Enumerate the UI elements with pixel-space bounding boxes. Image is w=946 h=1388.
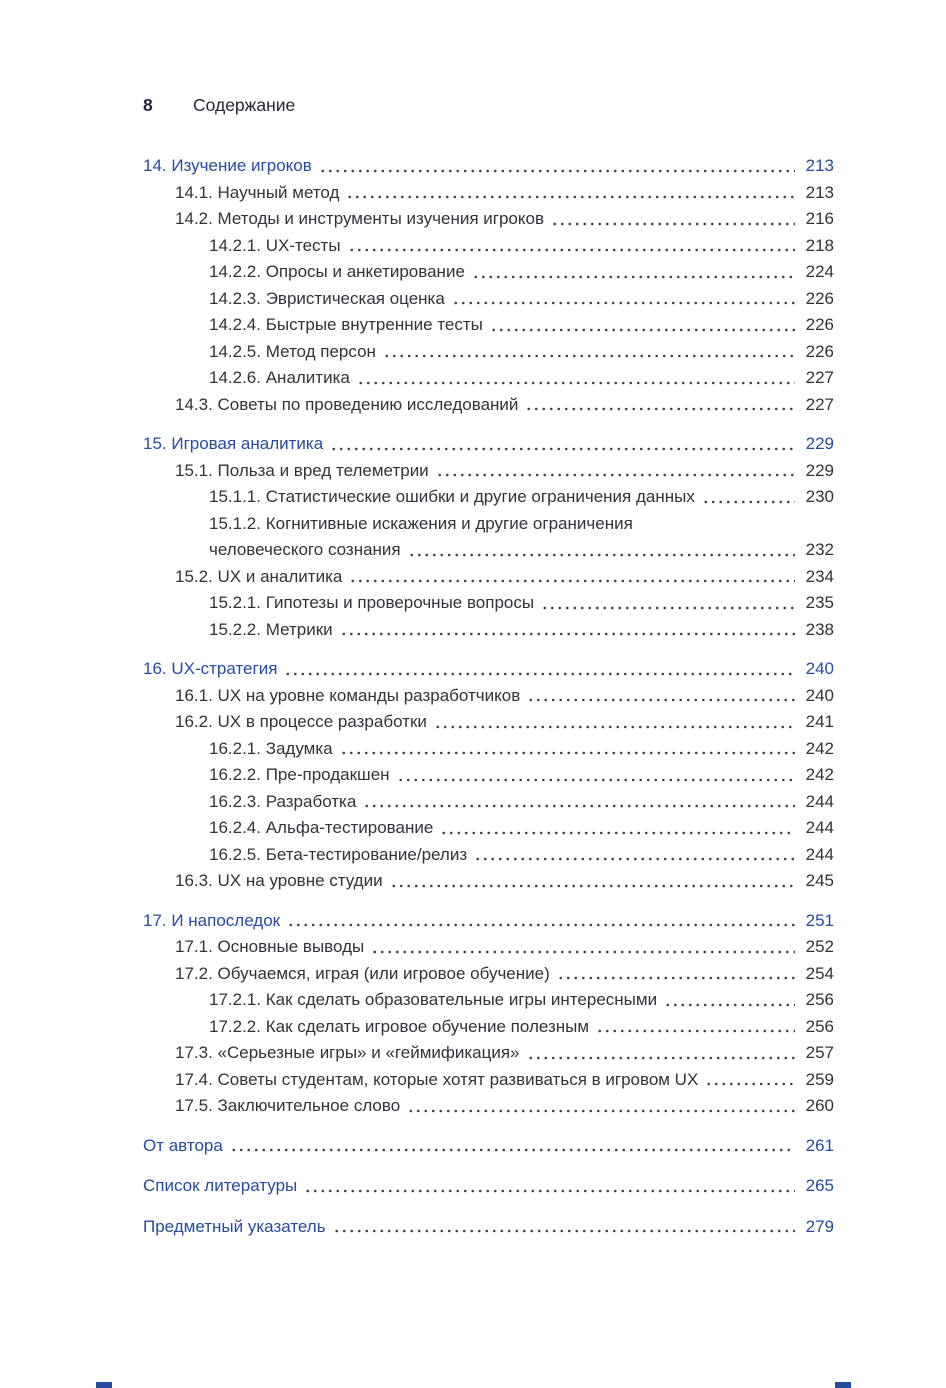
entry-page-number: 240	[805, 659, 834, 678]
entry-label: 14.2.1. UX-тесты	[209, 235, 341, 255]
toc-entry	[143, 233, 834, 260]
toc-entry	[143, 987, 834, 1014]
entry-label: 14.3. Советы по проведению исследований	[175, 394, 519, 414]
entry-page-number: 224	[805, 262, 834, 281]
entry-label: 17.2.1. Как сделать образовательные игры интересными	[209, 990, 658, 1009]
dot-leader	[705, 1080, 795, 1088]
dot-leader	[397, 776, 795, 784]
entry-page-number: 227	[805, 368, 834, 387]
dot-leader	[349, 577, 795, 585]
toc-entry	[143, 1014, 834, 1041]
entry-page-number: 226	[805, 288, 834, 308]
toc-list	[143, 153, 834, 1240]
toc-entry	[143, 312, 834, 339]
entry-label: 15.2.1. Гипотезы и проверочные вопросы	[209, 593, 535, 612]
dot-leader	[230, 1146, 795, 1154]
entry-label: 15.2. UX и аналитика	[175, 566, 343, 586]
entry-label: 17.2.2. Как сделать игровое обучение полезным	[209, 1016, 590, 1036]
toc-entry	[143, 458, 834, 485]
entry-page-number: 213	[805, 156, 834, 175]
entry-label: человеческого сознания	[209, 540, 401, 559]
dot-leader	[452, 299, 795, 307]
dot-leader	[541, 604, 795, 612]
toc-entry	[143, 365, 834, 392]
dot-leader	[436, 471, 795, 479]
dot-leader	[408, 551, 795, 559]
toc-entry	[143, 617, 834, 644]
dot-leader	[551, 220, 795, 228]
entry-label: 15. Игровая аналитика	[143, 434, 324, 453]
toc-group	[143, 1173, 834, 1200]
toc-entry	[143, 339, 834, 366]
entry-page-number: 232	[805, 540, 834, 559]
toc-entry	[143, 842, 834, 869]
toc-entry	[143, 934, 834, 961]
toc-entry	[143, 1067, 834, 1094]
entry-page-number: 240	[805, 685, 834, 705]
entry-label: Список литературы	[143, 1176, 298, 1195]
toc-group	[143, 656, 834, 895]
entry-label: 15.1.1. Статистические ошибки и другие ограничения данных	[209, 487, 695, 506]
entry-label: 16.1. UX на уровне команды разработчиков	[175, 685, 521, 705]
entry-page-number: 218	[805, 235, 834, 255]
entry-page-number: 216	[805, 209, 834, 228]
toc-group	[143, 908, 834, 1120]
entry-page-number: 213	[805, 182, 834, 202]
dot-leader	[527, 696, 795, 704]
dot-leader	[527, 1054, 795, 1062]
entry-label: 14.2.2. Опросы и анкетирование	[209, 262, 465, 281]
dot-leader	[434, 723, 795, 731]
dot-leader	[557, 974, 795, 982]
entry-page-number: 229	[805, 434, 834, 453]
toc-entry	[143, 564, 834, 591]
entry-label: 17.3. «Серьезные игры» и «геймификация»	[175, 1043, 520, 1062]
entry-page-number: 252	[805, 937, 834, 956]
dot-leader	[525, 405, 795, 413]
dot-leader	[407, 1107, 795, 1115]
entry-label: 14.2.3. Эвристическая оценка	[209, 288, 445, 308]
toc-group	[143, 1133, 834, 1160]
dot-leader	[363, 802, 795, 810]
entry-label: 14.1. Научный метод	[175, 182, 340, 202]
dot-leader	[357, 379, 795, 387]
dot-leader	[333, 1227, 795, 1235]
entry-label: 16.2. UX в процессе разработки	[175, 712, 427, 731]
entry-label: 16.2.5. Бета-тестирование/релиз	[209, 844, 468, 864]
toc-entry	[143, 153, 834, 180]
toc-entry	[143, 590, 834, 617]
toc-entry	[143, 709, 834, 736]
dot-leader	[474, 855, 795, 863]
toc-entry	[143, 762, 834, 789]
entry-page-number: 227	[805, 394, 834, 414]
toc-entry	[143, 1173, 834, 1200]
toc-entry	[143, 259, 834, 286]
entry-page-number: 242	[805, 738, 834, 758]
entry-label: Предметный указатель	[143, 1216, 326, 1236]
dot-leader	[490, 326, 795, 334]
entry-label: 15.1.2. Когнитивные искажения и другие ограничения	[209, 513, 633, 533]
toc-group	[143, 431, 834, 643]
entry-page-number: 245	[805, 871, 834, 890]
entry-label: 14. Изучение игроков	[143, 156, 312, 175]
dot-leader	[348, 246, 795, 254]
toc-entry	[143, 1040, 834, 1067]
dot-leader	[319, 167, 795, 175]
toc-entry	[143, 736, 834, 763]
dot-leader	[472, 273, 795, 281]
dot-leader	[664, 1001, 795, 1009]
page-edge-mark-left	[96, 1382, 112, 1388]
entry-label: 17. И напоследок	[143, 910, 281, 930]
entry-label: 16.3. UX на уровне студии	[175, 871, 383, 890]
entry-label: 16. UX-стратегия	[143, 659, 278, 678]
entry-page-number: 244	[805, 844, 834, 864]
entry-label: 14.2.5. Метод персон	[209, 341, 376, 361]
entry-label: 16.2.3. Разработка	[209, 791, 357, 811]
dot-leader	[390, 882, 795, 890]
entry-page-number: 244	[805, 791, 834, 811]
entry-page-number: 279	[805, 1216, 834, 1236]
toc-entry	[143, 537, 834, 564]
entry-page-number: 244	[805, 818, 834, 837]
toc-entry	[143, 1093, 834, 1120]
dot-leader	[371, 948, 795, 956]
entry-label: 17.2. Обучаемся, играя (или игровое обучение)	[175, 963, 550, 983]
toc-group	[143, 1214, 834, 1241]
entry-page-number: 242	[805, 765, 834, 784]
entry-label: 16.2.1. Задумка	[209, 738, 333, 758]
entry-label: 17.4. Советы студентам, которые хотят развиваться в игровом UX	[175, 1069, 699, 1089]
dot-leader	[596, 1027, 795, 1035]
toc-entry	[143, 961, 834, 988]
entry-page-number: 265	[805, 1176, 834, 1195]
toc-entry	[143, 484, 834, 511]
entry-page-number: 259	[805, 1069, 834, 1089]
entry-label: От автора	[143, 1135, 223, 1155]
toc-entry	[143, 392, 834, 419]
toc-entry	[143, 815, 834, 842]
entry-page-number: 226	[805, 315, 834, 334]
toc-entry	[143, 286, 834, 313]
toc-entry	[143, 683, 834, 710]
entry-label: 17.5. Заключительное слово	[175, 1096, 401, 1115]
toc-group	[143, 153, 834, 418]
dot-leader	[383, 352, 795, 360]
entry-page-number: 229	[805, 460, 834, 480]
entry-label: 14.2.6. Аналитика	[209, 368, 350, 387]
dot-leader	[330, 445, 795, 453]
entry-label: 16.2.4. Альфа-тестирование	[209, 818, 434, 837]
page-edge-mark-right	[835, 1382, 851, 1388]
entry-page-number: 254	[805, 963, 834, 983]
toc-entry	[143, 431, 834, 458]
entry-page-number: 251	[805, 910, 834, 930]
entry-page-number: 230	[805, 487, 834, 506]
entry-page-number: 256	[805, 1016, 834, 1036]
dot-leader	[284, 670, 795, 678]
entry-label: 15.1. Польза и вред телеметрии	[175, 460, 429, 480]
entry-page-number: 235	[805, 593, 834, 612]
toc-entry	[143, 1214, 834, 1241]
entry-page-number: 256	[805, 990, 834, 1009]
entry-page-number: 261	[805, 1135, 834, 1155]
page-title: Содержание	[193, 95, 296, 115]
entry-label: 16.2.2. Пре-продакшен	[209, 765, 390, 784]
dot-leader	[340, 749, 795, 757]
toc-entry	[143, 868, 834, 895]
toc-entry	[143, 789, 834, 816]
toc-entry	[143, 908, 834, 935]
dot-leader	[287, 921, 795, 929]
entry-page-number: 241	[805, 712, 834, 731]
toc-entry	[143, 206, 834, 233]
entry-label: 14.2. Методы и инструменты изучения игроков	[175, 209, 544, 228]
entry-page-number: 260	[805, 1096, 834, 1115]
dot-leader	[304, 1187, 795, 1195]
entry-label: 14.2.4. Быстрые внутренние тесты	[209, 315, 483, 334]
dot-leader	[346, 193, 795, 201]
entry-label: 15.2.2. Метрики	[209, 619, 333, 639]
toc-entry	[143, 656, 834, 683]
toc-entry	[143, 180, 834, 207]
page-header	[143, 95, 834, 116]
dot-leader	[440, 829, 795, 837]
toc-entry	[143, 1133, 834, 1160]
dot-leader	[340, 630, 795, 638]
entry-page-number: 234	[805, 566, 834, 586]
entry-label: 17.1. Основные выводы	[175, 937, 365, 956]
page-number: 8	[143, 95, 153, 115]
toc-entry	[143, 511, 834, 538]
entry-page-number: 257	[805, 1043, 834, 1062]
dot-leader	[702, 498, 795, 506]
entry-page-number: 238	[805, 619, 834, 639]
entry-page-number: 226	[805, 341, 834, 361]
